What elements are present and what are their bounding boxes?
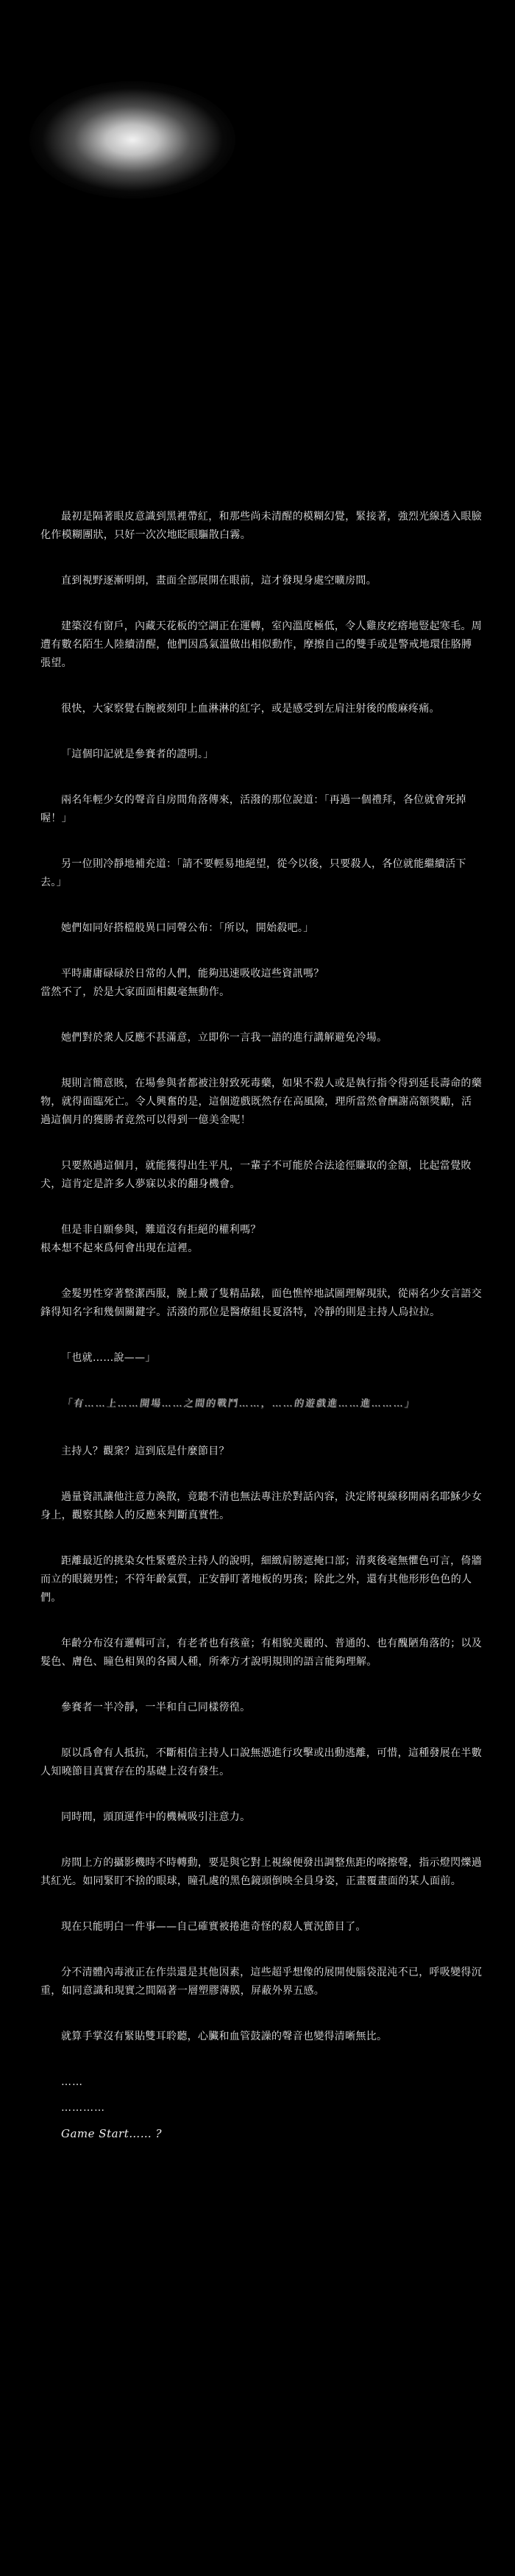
paragraph: 同時間，頭頂運作中的機械吸引注意力。 <box>61 1811 251 1823</box>
paragraph: 平時庸庸碌碌於日常的人們，能夠迅速吸收這些資訊嗎？ 當然不了，於是大家面面相覷毫無動作。 <box>40 968 324 998</box>
paragraph: 只要熬過這個月，就能獲得出生平凡，一輩子不可能於合法途徑賺取的金額，比起當覺敗犬，這肯定是許多人夢寐以求的翻身機會。 <box>40 1160 472 1190</box>
paragraph: 房間上方的攝影機時不時轉動，要是與它對上視線便發出調整焦距的喀擦聲，指示燈閃爍過其紅光。如同緊盯不捨的眼球，瞳孔處的黑色鏡頭倒映全員身姿，正畫覆畫面的某人面前。 <box>40 1857 482 1887</box>
paragraph: 距離最近的挑染女性緊蹙於主持人的說明，細緻肩膀遮掩口部；清爽後毫無懼色可言，倚牆而立的眼鏡男性；不符年齡氣質，正安靜盯著地板的男孩；除此之外，還有其他形形色色的人們。 <box>40 1555 482 1604</box>
ellipsis-short: …… <box>61 2076 83 2088</box>
paragraph: 建築沒有窗戶，內藏天花板的空調正在運轉，室內溫度極低，令人雞皮疙瘩地豎起寒毛。周遭有數名陌生人陸續清醒，他們因爲氣溫做出相似動作，摩擦自己的雙手或是警戒地環住胳膊張望。 <box>40 620 482 669</box>
paragraph: 就算手掌沒有緊貼雙耳聆聽，心臟和血管鼓譟的聲音也變得清晰無比。 <box>61 2031 388 2042</box>
paragraph: 最初是隔著眼皮意識到黑裡帶紅，和那些尚未清醒的模糊幻覺，緊接著，強烈光線透入眼臉化作模糊團狀，只好一次次地眨眼驅散白霧。 <box>40 511 482 541</box>
paragraph: 金髮男性穿著整潔西服，腕上戴了隻精品錶，面色憔悴地試圖理解現狀，從兩名少女言語交鋒得知名字和幾個關鍵字。活潑的那位是醫療組長夏洛特，冷靜的則是主持人烏拉拉。 <box>40 1288 482 1318</box>
paragraph: 分不清體內毒液正在作祟還是其他因素，這些超乎想像的展開使腦袋混沌不已，呼吸變得沉重，如同意識和現實之間隔著一層塑膠薄膜，屏蔽外界五感。 <box>40 1967 482 1997</box>
paragraph: 現在只能明白一件事——自己確實被捲進奇怪的殺人實況節目了。 <box>61 1921 366 1933</box>
paragraph: 參賽者一半冷靜，一半和自己同樣徬徨。 <box>61 1702 251 1713</box>
paragraph: 原以爲會有人抵抗，不斷相信主持人口說無憑進行攻擊或出動逃離，可惜，這種發展在半數人知曉節目真實存在的基礎上沒有發生。 <box>40 1747 482 1777</box>
story-text <box>40 508 482 2143</box>
paragraph: 另一位則冷靜地補充道：「請不要輕易地絕望，從今以後，只要殺人，各位就能繼續活下去。」 <box>40 858 466 888</box>
paragraph: 直到視野逐漸明朗，畫面全部展開在眼前，這才發現身處空曠房間。 <box>61 575 377 587</box>
paragraph: 很快，大家察覺右腕被刻印上血淋淋的紅字，或是感受到左肩注射後的酸麻疼痛。 <box>61 703 440 715</box>
paragraph: 年齡分布沒有邏輯可言，有老者也有孩童；有相貌美麗的、普通的、也有醜陋角落的；以及髮色、膚色、瞳色相異的各國人種，所牽方才說明規則的語言能夠理解。 <box>40 1638 482 1668</box>
paragraph: 但是非自願參與，難道沒有拒絕的權利嗎？ 根本想不起來爲何會出現在這裡。 <box>40 1224 261 1254</box>
dialogue-line: 「也就……說——」 <box>61 1352 156 1364</box>
ellipsis-long: ………… <box>61 2102 105 2114</box>
paragraph: 過量資訊讓他注意力渙散，竟聽不清也無法專注於對話內容，決定將視線移開兩名耶穌少女身上，觀察其餘人的反應來判斷真實性。 <box>40 1491 482 1521</box>
paragraph: 規則言簡意賅，在場參與者都被注射致死毒藥，如果不殺人或是執行指令得到延長壽命的藥物，就得面臨死亡。令人興奮的是，這個遊戲既然存在高風險，理所當然會酬謝高額獎勵，活過這個月的獲勝者竟然可以得到一億美金呢！ <box>40 1078 482 1126</box>
paragraph: 主持人？觀衆？這到底是什麼節目？ <box>61 1446 230 1457</box>
paragraph: 兩名年輕少女的聲音自房間角落傳來，活潑的那位說道：「再過一個禮拜，各位就會死掉喔！」 <box>40 794 466 824</box>
paragraph: 她們如同好搭檔般異口同聲公布：「所以，開始殺吧。」 <box>61 922 314 934</box>
dialogue-line: 「這個印記就是參賽者的證明。」 <box>61 749 214 760</box>
paragraph: 她們對於衆人反應不甚滿意，立即你一言我一語的進行講解避免冷場。 <box>61 1032 388 1044</box>
game-start-text: Game Start…… ? <box>61 2127 163 2140</box>
distorted-dialogue: 「有……上……開場……之間的戰鬥……，……的遊戲進……進………」 <box>61 1398 417 1409</box>
ceiling-light-glow <box>29 81 235 199</box>
